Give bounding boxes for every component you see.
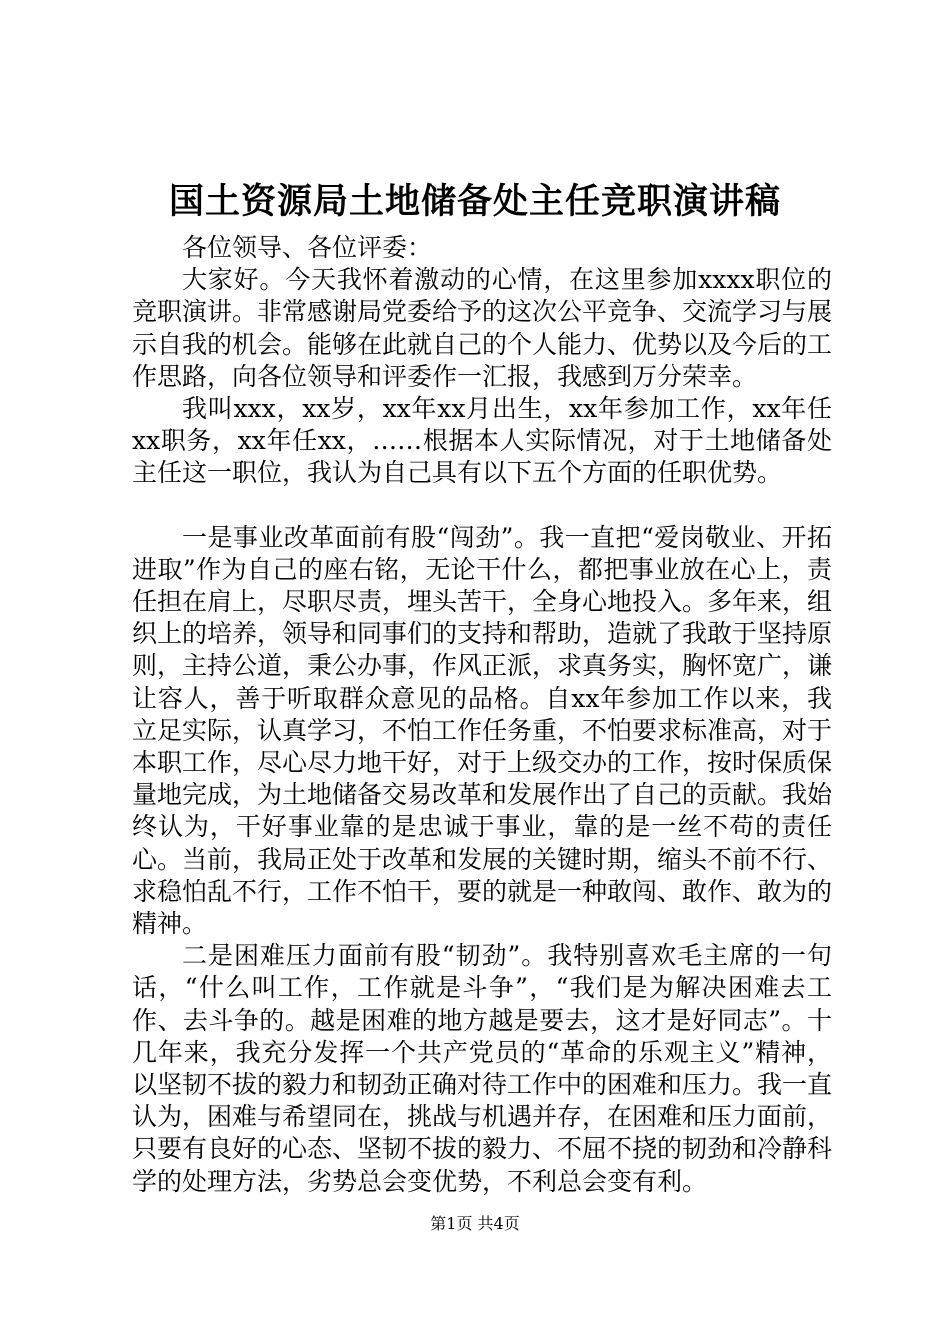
paragraph-advantage-two: 二是困难压力面前有股“韧劲”。我特别喜欢毛主席的一句话，“什么叫工作，工作就是斗争”，“我们是为解决困难去工作、去斗争的。越是困难的地方越是要去，这才是好同志”。十几年来，我充分发挥一个共产党员的“革命的乐观主义”精神，以坚韧不拔的毅力和韧劲正确对待工作中的困难和压力。我一直认为，困难与希望同在，挑战与机遇并存，在困难和压力面前，只要有良好的心态、坚韧不拔的毅力、不屈不挠的韧劲和冷静科学的处理方法，劣势总会变优势，不利总会变有利。 <box>132 941 833 1196</box>
page-number-footer: 第1页 共4页 <box>430 1214 520 1233</box>
paragraph-gap <box>132 490 832 522</box>
paragraph-greeting: 大家好。今天我怀着激动的心情，在这里参加xxxx职位的竞职演讲。非常感谢局党委给予的这次公平竞争、交流学习与展示自我的机会。能够在此就自己的个人能力、优势以及今后的工作思路，向各位领导和评委作一汇报，我感到万分荣幸。 <box>132 265 833 391</box>
document-title: 国土资源局土地储备处主任竞职演讲稿 <box>168 181 781 222</box>
document-body <box>132 232 832 1198</box>
salutation: 各位领导、各位评委： <box>182 233 433 262</box>
paragraph-advantage-one: 一是事业改革面前有股“闯劲”。我一直把“爱岗敬业、开拓进取”作为自己的座右铭，无论干什么，都把事业放在心上，责任担在肩上，尽职尽责，埋头苦干，全身心地投入。多年来，组织上的培养，领导和同事们的支持和帮助，造就了我敢于坚持原则，主持公道，秉公办事，作风正派，求真务实，胸怀宽广，谦让容人，善于听取群众意见的品格。自xx年参加工作以来，我立足实际，认真学习，不怕工作任务重，不怕要求标准高，对于本职工作，尽心尽力地干好，对于上级交办的工作，按时保质保量地完成，为土地储备交易改革和发展作出了自己的贡献。我始终认为，干好事业靠的是忠诚于事业，靠的是一丝不苟的责任心。当前，我局正处于改革和发展的关键时期，缩头不前不行、求稳怕乱不行，工作不怕干，要的就是一种敢闯、敢作、敢为的精神。 <box>132 522 833 939</box>
paragraph-introduction: 我叫xxx，xx岁，xx年xx月出生，xx年参加工作，xx年任xx职务，xx年任xx，……根据本人实际情况，对于土地储备处主任这一职位，我认为自己具有以下五个方面的任职优势。 <box>132 394 832 488</box>
